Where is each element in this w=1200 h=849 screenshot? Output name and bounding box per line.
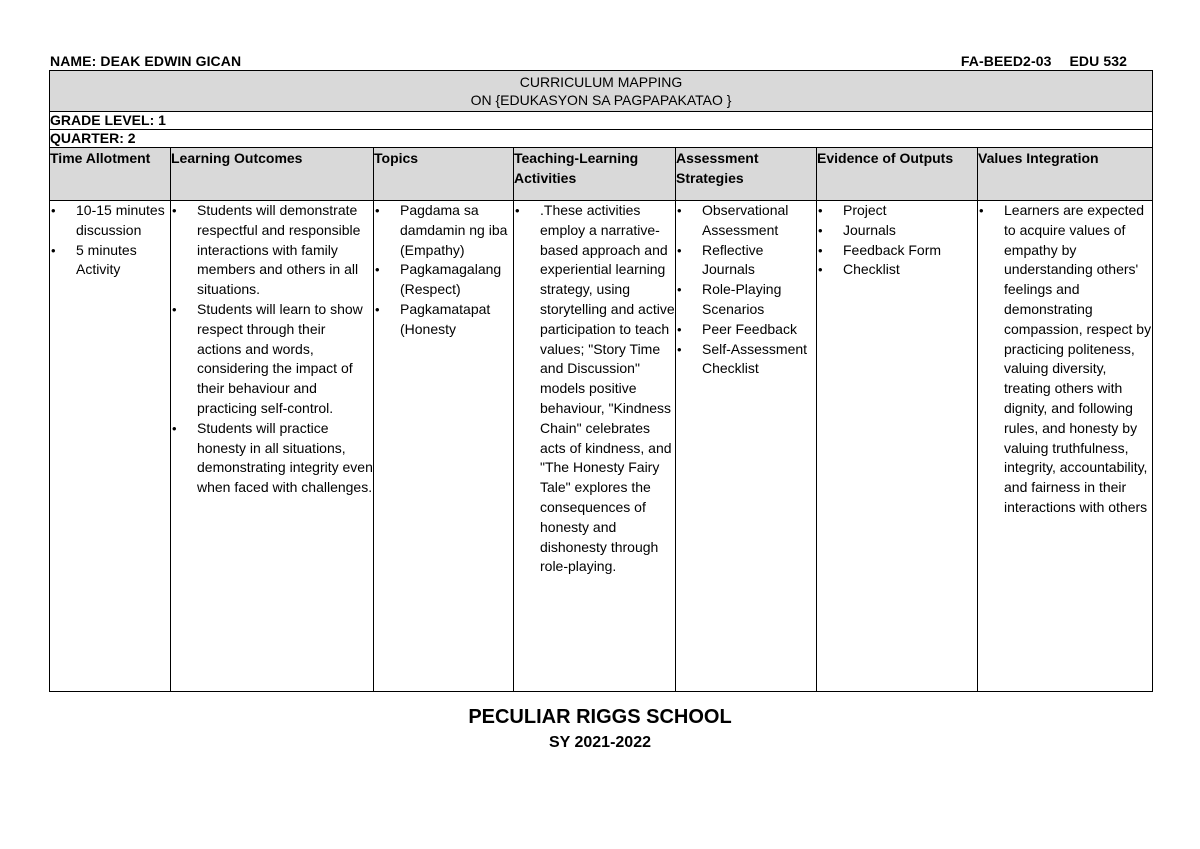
course-info <box>961 53 1127 69</box>
col-header-topics: Topics <box>374 148 514 201</box>
assessment-item: • Peer Feedback <box>676 320 816 340</box>
school-name: PECULIAR RIGGS SCHOOL <box>468 706 732 728</box>
cell-activities <box>514 201 676 692</box>
document-title <box>50 71 1153 112</box>
activity-item: • .These activities employ a narrative-based approach and experiential learning strategy, using storytelling and active participation to teach values; "Story Time and Discussion" models positive behaviour, "Kindness Chain" celebrates acts of kindness, and "The Honesty Fairy Tale" explores the consequences of honesty and dishonesty through role-playing. <box>514 201 675 577</box>
outcome-item: • Students will demonstrate respectful and responsible interactions with family members and others in all situations. <box>171 201 373 300</box>
topic-item: • Pagkamagalang (Respect) <box>374 260 513 300</box>
time-item: • 5 minutes Activity <box>50 241 170 281</box>
assessment-item: • Role-Playing Scenarios <box>676 280 816 320</box>
cell-values <box>978 201 1153 692</box>
student-name: NAME: DEAK EDWIN GICAN <box>50 53 242 69</box>
title-line-1: CURRICULUM MAPPING <box>519 74 683 90</box>
assessment-item: • Reflective Journals <box>676 241 816 281</box>
assessment-item: • Observational Assessment <box>676 201 816 241</box>
outcome-item: • Students will learn to show respect through their actions and words, considering the impact of their behaviour and practicing self-control. <box>171 300 373 419</box>
cell-outcomes <box>171 201 374 692</box>
cell-evidence <box>817 201 978 692</box>
grade-level: GRADE LEVEL: 1 <box>50 112 1153 130</box>
col-header-time: Time Allotment <box>50 148 171 201</box>
evidence-item: • Feedback Form <box>817 241 977 261</box>
curriculum-map-table <box>49 70 1153 692</box>
time-item: • 10-15 minutes discussion <box>50 201 170 241</box>
col-header-assessment: Assessment Strategies <box>676 148 817 201</box>
col-header-values: Values Integration <box>978 148 1153 201</box>
assessment-item: • Self-Assessment Checklist <box>676 340 816 380</box>
evidence-item: • Project <box>817 201 977 221</box>
school-year: SY 2021-2022 <box>548 734 651 751</box>
col-header-outcomes: Learning Outcomes <box>171 148 374 201</box>
topic-item: • Pagkamatapat (Honesty <box>374 300 513 340</box>
col-header-activities: Teaching-Learning Activities <box>514 148 676 201</box>
cell-time <box>50 201 171 692</box>
col-header-evidence: Evidence of Outputs <box>817 148 978 201</box>
cell-topics <box>374 201 514 692</box>
course-code: EDU 532 <box>1069 53 1127 69</box>
section-code: FA-BEED2-03 <box>960 53 1052 69</box>
title-line-2: ON {EDUKASYON SA PAGPAPAKATAO } <box>470 92 732 108</box>
evidence-item: • Journals <box>817 221 977 241</box>
values-item: • Learners are expected to acquire values of empathy by understanding others' feelings and demonstrating compassion, respect by practicing politeness, valuing diversity, treating others with dignity, and following rules, and honesty by valuing truthfulness, integrity, accountability, and fairness in their interactions with others <box>978 201 1152 518</box>
cell-assessment <box>676 201 817 692</box>
evidence-item: • Checklist <box>817 260 977 280</box>
topic-item: • Pagdama sa damdamin ng iba (Empathy) <box>374 201 513 260</box>
quarter: QUARTER: 2 <box>50 130 1153 148</box>
outcome-item: • Students will practice honesty in all situations, demonstrating integrity even when faced with challenges. <box>171 419 373 498</box>
